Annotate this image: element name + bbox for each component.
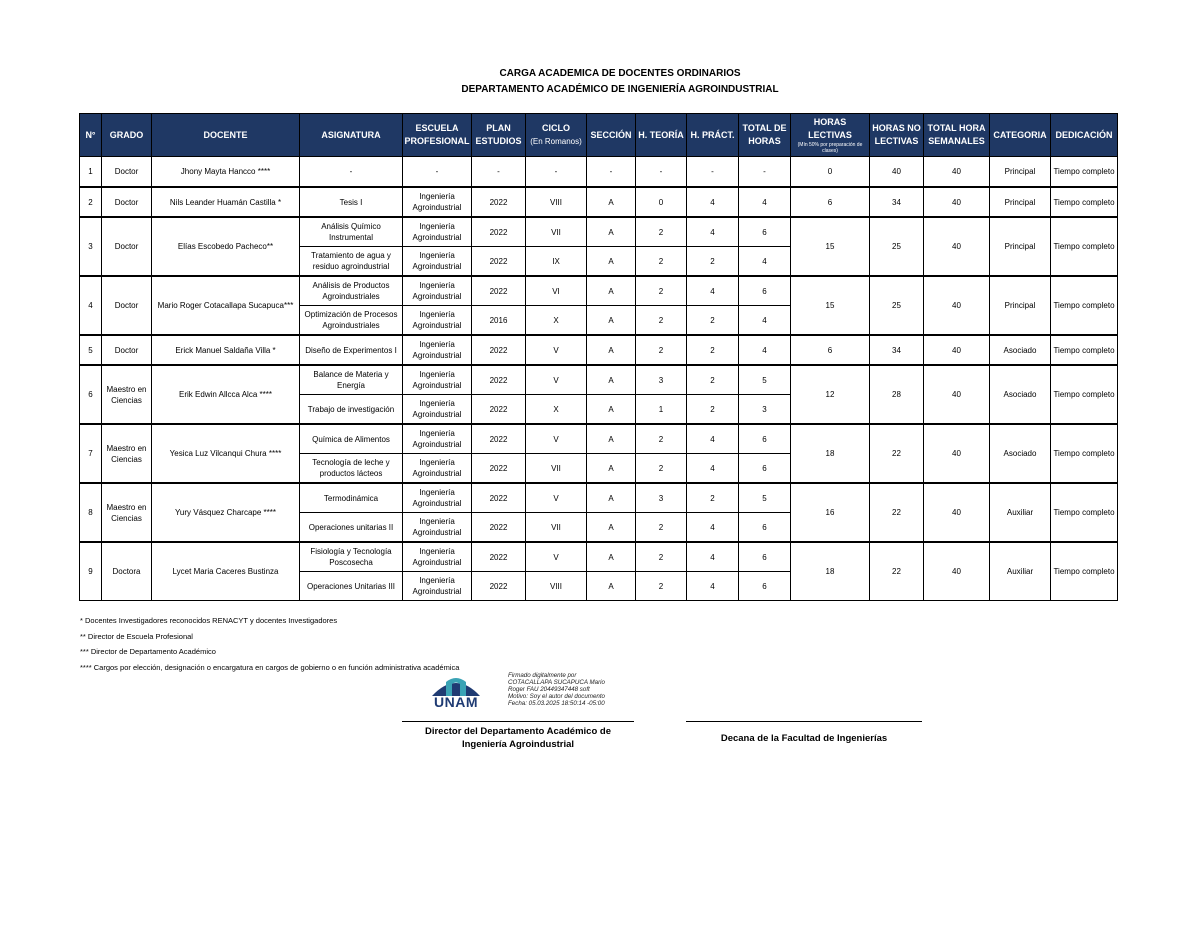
cell-plan: 2022 xyxy=(472,187,526,217)
col-plan: PLAN ESTUDIOS xyxy=(472,114,526,157)
cell-asignatura: Tecnología de leche y productos lácteos xyxy=(300,454,403,484)
cell-lectivas: 15 xyxy=(791,276,870,335)
cell-total: 4 xyxy=(739,306,791,336)
cell-asignatura: Termodinámica xyxy=(300,483,403,513)
footnote: ** Director de Escuela Profesional xyxy=(80,631,193,641)
cell-grado: Doctor xyxy=(102,217,152,276)
cell-seccion: A xyxy=(587,306,636,336)
stamp-line: COTACALLAPA SUCAPUCA Mario xyxy=(508,679,605,686)
cell-plan: 2016 xyxy=(472,306,526,336)
cell-seccion: A xyxy=(587,335,636,365)
cell-plan: 2022 xyxy=(472,335,526,365)
cell-plan: 2022 xyxy=(472,217,526,247)
table-row xyxy=(80,483,1118,513)
cell-no-lectivas: 28 xyxy=(870,365,924,424)
header-row xyxy=(80,114,1118,157)
footnote: **** Cargos por elección, designación o encargatura en cargos de gobierno o en función administrativa académica xyxy=(80,662,460,672)
cell-plan: 2022 xyxy=(472,572,526,601)
cell-total: 5 xyxy=(739,483,791,513)
cell-total: 6 xyxy=(739,454,791,484)
cell-escuela: Ingeniería Agroindustrial xyxy=(403,247,472,277)
cell-docente: Mario Roger Cotacallapa Sucapuca*** xyxy=(152,276,300,335)
signature-stamp xyxy=(508,672,605,707)
cell-total: 6 xyxy=(739,424,791,454)
cell-dedicacion: Tiempo completo xyxy=(1051,217,1118,276)
cell-grado: Maestro en Ciencias xyxy=(102,424,152,483)
cell-asignatura: Balance de Materia y Energía xyxy=(300,365,403,395)
cell-plan: 2022 xyxy=(472,424,526,454)
col-practica: H. PRÁCT. xyxy=(687,114,739,157)
cell-teoria: 2 xyxy=(636,247,687,277)
cell-total: 6 xyxy=(739,542,791,572)
cell-no: 6 xyxy=(80,365,102,424)
col-ciclo xyxy=(526,114,587,157)
cell-practica: 4 xyxy=(687,276,739,306)
cell-lectivas: 18 xyxy=(791,424,870,483)
cell-semanales: 40 xyxy=(924,365,990,424)
footnotes xyxy=(80,613,459,675)
cell-seccion: A xyxy=(587,365,636,395)
cell-semanales: 40 xyxy=(924,483,990,542)
cell-grado: Doctora xyxy=(102,542,152,601)
cell-practica: 2 xyxy=(687,365,739,395)
cell-ciclo: VI xyxy=(526,276,587,306)
cell-asignatura: Operaciones Unitarias III xyxy=(300,572,403,601)
cell-ciclo: - xyxy=(526,157,587,188)
cell-plan: 2022 xyxy=(472,542,526,572)
cell-asignatura: Diseño de Experimentos I xyxy=(300,335,403,365)
department-title: DEPARTAMENTO ACADÉMICO DE INGENIERÍA AGROINDUSTRIAL xyxy=(461,84,779,95)
stamp-line: Firmado digitalmente por xyxy=(508,672,577,679)
cell-total: 4 xyxy=(739,335,791,365)
cell-seccion: A xyxy=(587,542,636,572)
cell-asignatura: Optimización de Procesos Agroindustriales xyxy=(300,306,403,336)
cell-seccion: A xyxy=(587,187,636,217)
cell-plan: 2022 xyxy=(472,247,526,277)
cell-teoria: - xyxy=(636,157,687,188)
table-body xyxy=(80,157,1118,601)
cell-escuela: - xyxy=(403,157,472,188)
cell-ciclo: V xyxy=(526,542,587,572)
cell-teoria: 2 xyxy=(636,542,687,572)
cell-seccion: A xyxy=(587,217,636,247)
cell-docente: Yury Vásquez Charcape **** xyxy=(152,483,300,542)
cell-asignatura: Fisiología y Tecnología Poscosecha xyxy=(300,542,403,572)
cell-semanales: 40 xyxy=(924,276,990,335)
cell-plan: 2022 xyxy=(472,276,526,306)
cell-no-lectivas: 25 xyxy=(870,217,924,276)
cell-total: 6 xyxy=(739,217,791,247)
cell-escuela: Ingeniería Agroindustrial xyxy=(403,424,472,454)
cell-ciclo: V xyxy=(526,365,587,395)
cell-escuela: Ingeniería Agroindustrial xyxy=(403,483,472,513)
cell-ciclo: X xyxy=(526,395,587,425)
cell-escuela: Ingeniería Agroindustrial xyxy=(403,572,472,601)
cell-categoria: Asociado xyxy=(990,424,1051,483)
cell-dedicacion: Tiempo completo xyxy=(1051,276,1118,335)
cell-practica: 4 xyxy=(687,187,739,217)
cell-seccion: A xyxy=(587,454,636,484)
cell-total: 6 xyxy=(739,276,791,306)
cell-ciclo: VIII xyxy=(526,572,587,601)
cell-lectivas: 12 xyxy=(791,365,870,424)
cell-practica: - xyxy=(687,157,739,188)
table-row xyxy=(80,542,1118,572)
cell-docente: Lycet Maria Caceres Bustinza xyxy=(152,542,300,601)
cell-no: 9 xyxy=(80,542,102,601)
cell-practica: 2 xyxy=(687,395,739,425)
cell-dedicacion: Tiempo completo xyxy=(1051,187,1118,217)
col-lectivas-label: HORAS LECTIVAS xyxy=(808,117,852,140)
cell-dedicacion: Tiempo completo xyxy=(1051,483,1118,542)
cell-escuela: Ingeniería Agroindustrial xyxy=(403,365,472,395)
cell-no-lectivas: 25 xyxy=(870,276,924,335)
cell-escuela: Ingeniería Agroindustrial xyxy=(403,217,472,247)
cell-teoria: 2 xyxy=(636,454,687,484)
cell-dedicacion: Tiempo completo xyxy=(1051,157,1118,188)
cell-ciclo: V xyxy=(526,483,587,513)
cell-teoria: 2 xyxy=(636,276,687,306)
cell-teoria: 2 xyxy=(636,513,687,543)
cell-ciclo: V xyxy=(526,424,587,454)
cell-docente: Erik Edwin Allcca Alca **** xyxy=(152,365,300,424)
cell-grado: Maestro en Ciencias xyxy=(102,483,152,542)
cell-asignatura: - xyxy=(300,157,403,188)
cell-teoria: 3 xyxy=(636,483,687,513)
col-ciclo-sub: (En Romanos) xyxy=(530,137,582,146)
cell-docente: Yesica Luz Vilcanqui Chura **** xyxy=(152,424,300,483)
col-seccion: SECCIÓN xyxy=(587,114,636,157)
cell-ciclo: IX xyxy=(526,247,587,277)
cell-practica: 4 xyxy=(687,454,739,484)
cell-plan: 2022 xyxy=(472,395,526,425)
cell-lectivas: 6 xyxy=(791,335,870,365)
cell-no: 1 xyxy=(80,157,102,188)
cell-plan: 2022 xyxy=(472,513,526,543)
cell-dedicacion: Tiempo completo xyxy=(1051,335,1118,365)
cell-practica: 4 xyxy=(687,542,739,572)
col-docente: DOCENTE xyxy=(152,114,300,157)
cell-practica: 4 xyxy=(687,217,739,247)
cell-practica: 4 xyxy=(687,572,739,601)
cell-categoria: Asociado xyxy=(990,335,1051,365)
cell-no: 5 xyxy=(80,335,102,365)
cell-categoria: Principal xyxy=(990,276,1051,335)
cell-practica: 2 xyxy=(687,247,739,277)
cell-ciclo: VII xyxy=(526,217,587,247)
stamp-line: Fecha: 05.03.2025 18:50:14 -05:00 xyxy=(508,700,605,707)
cell-teoria: 2 xyxy=(636,217,687,247)
col-semanales: TOTAL HORA SEMANALES xyxy=(924,114,990,157)
cell-escuela: Ingeniería Agroindustrial xyxy=(403,454,472,484)
cell-seccion: A xyxy=(587,247,636,277)
cell-escuela: Ingeniería Agroindustrial xyxy=(403,395,472,425)
signature-line-right xyxy=(686,721,922,722)
cell-categoria: Auxiliar xyxy=(990,542,1051,601)
cell-escuela: Ingeniería Agroindustrial xyxy=(403,335,472,365)
cell-total: 4 xyxy=(739,187,791,217)
cell-ciclo: VII xyxy=(526,454,587,484)
cell-no: 7 xyxy=(80,424,102,483)
table-row xyxy=(80,187,1118,217)
cell-asignatura: Trabajo de investigación xyxy=(300,395,403,425)
cell-plan: - xyxy=(472,157,526,188)
cell-asignatura: Química de Alimentos xyxy=(300,424,403,454)
stamp-line: Roger FAU 20449347448 soft xyxy=(508,686,590,693)
col-teoria: H. TEORÍA xyxy=(636,114,687,157)
cell-practica: 2 xyxy=(687,335,739,365)
cell-docente: Elías Escobedo Pacheco** xyxy=(152,217,300,276)
cell-plan: 2022 xyxy=(472,365,526,395)
cell-asignatura: Análisis Químico Instrumental xyxy=(300,217,403,247)
table-row xyxy=(80,365,1118,395)
cell-semanales: 40 xyxy=(924,335,990,365)
cell-escuela: Ingeniería Agroindustrial xyxy=(403,513,472,543)
cell-seccion: - xyxy=(587,157,636,188)
cell-no: 3 xyxy=(80,217,102,276)
cell-total: 3 xyxy=(739,395,791,425)
signature-label-decana: Decana de la Facultad de Ingenierías xyxy=(720,733,888,744)
cell-seccion: A xyxy=(587,483,636,513)
cell-ciclo: V xyxy=(526,335,587,365)
cell-dedicacion: Tiempo completo xyxy=(1051,542,1118,601)
cell-lectivas: 0 xyxy=(791,157,870,188)
cell-lectivas: 18 xyxy=(791,542,870,601)
cell-grado: Doctor xyxy=(102,157,152,188)
col-asignatura: ASIGNATURA xyxy=(300,114,403,157)
footnote: * Docentes Investigadores reconocidos RENACYT y docentes Investigadores xyxy=(80,616,338,625)
table-row xyxy=(80,157,1118,188)
col-lectivas xyxy=(791,114,870,157)
cell-asignatura: Operaciones unitarias II xyxy=(300,513,403,543)
cell-escuela: Ingeniería Agroindustrial xyxy=(403,306,472,336)
col-dedicacion: DEDICACIÓN xyxy=(1051,114,1118,157)
cell-no-lectivas: 22 xyxy=(870,483,924,542)
cell-plan: 2022 xyxy=(472,454,526,484)
footnote: *** Director de Departamento Académico xyxy=(80,647,216,656)
cell-practica: 4 xyxy=(687,424,739,454)
col-grado: GRADO xyxy=(102,114,152,157)
cell-docente: Erick Manuel Saldaña Villa * xyxy=(152,335,300,365)
signature-line-left xyxy=(402,721,634,722)
cell-practica: 2 xyxy=(687,306,739,336)
cell-no-lectivas: 34 xyxy=(870,187,924,217)
cell-escuela: Ingeniería Agroindustrial xyxy=(403,187,472,217)
cell-dedicacion: Tiempo completo xyxy=(1051,424,1118,483)
table-row xyxy=(80,217,1118,247)
cell-seccion: A xyxy=(587,276,636,306)
col-no-lectivas: HORAS NO LECTIVAS xyxy=(870,114,924,157)
col-total: TOTAL DE HORAS xyxy=(739,114,791,157)
cell-seccion: A xyxy=(587,572,636,601)
cell-semanales: 40 xyxy=(924,542,990,601)
cell-no-lectivas: 40 xyxy=(870,157,924,188)
cell-teoria: 2 xyxy=(636,306,687,336)
cell-asignatura: Análisis de Productos Agroindustriales xyxy=(300,276,403,306)
cell-lectivas: 6 xyxy=(791,187,870,217)
cell-semanales: 40 xyxy=(924,424,990,483)
cell-docente: Nils Leander Huamán Castilla * xyxy=(152,187,300,217)
document-title: CARGA ACADEMICA DE DOCENTES ORDINARIOS xyxy=(499,68,741,79)
col-escuela: ESCUELA PROFESIONAL xyxy=(403,114,472,157)
cell-no-lectivas: 34 xyxy=(870,335,924,365)
cell-grado: Doctor xyxy=(102,276,152,335)
cell-seccion: A xyxy=(587,395,636,425)
col-no: N° xyxy=(80,114,102,157)
cell-teoria: 2 xyxy=(636,572,687,601)
table-row xyxy=(80,335,1118,365)
cell-seccion: A xyxy=(587,513,636,543)
cell-no: 2 xyxy=(80,187,102,217)
cell-teoria: 2 xyxy=(636,424,687,454)
cell-total: 6 xyxy=(739,513,791,543)
cell-categoria: Auxiliar xyxy=(990,483,1051,542)
cell-total: 5 xyxy=(739,365,791,395)
cell-categoria: Principal xyxy=(990,157,1051,188)
cell-teoria: 0 xyxy=(636,187,687,217)
cell-no: 4 xyxy=(80,276,102,335)
col-ciclo-label: CICLO xyxy=(542,123,570,133)
cell-escuela: Ingeniería Agroindustrial xyxy=(403,542,472,572)
cell-practica: 4 xyxy=(687,513,739,543)
cell-ciclo: VII xyxy=(526,513,587,543)
logo-text: UNAM xyxy=(434,694,478,710)
cell-teoria: 3 xyxy=(636,365,687,395)
cell-plan: 2022 xyxy=(472,483,526,513)
cell-semanales: 40 xyxy=(924,157,990,188)
cell-practica: 2 xyxy=(687,483,739,513)
cell-asignatura: Tesis I xyxy=(300,187,403,217)
cell-total: 6 xyxy=(739,572,791,601)
table-row xyxy=(80,276,1118,306)
cell-no-lectivas: 22 xyxy=(870,424,924,483)
cell-total: - xyxy=(739,157,791,188)
cell-teoria: 2 xyxy=(636,335,687,365)
cell-docente: Jhony Mayta Hancco **** xyxy=(152,157,300,188)
digital-signature-block xyxy=(428,672,638,714)
signature-label-director: Director del Departamento Académico de Ingeniería Agroindustrial xyxy=(424,726,611,750)
col-lectivas-sub: (Mín 50% por preparación de clases) xyxy=(797,142,863,154)
cell-semanales: 40 xyxy=(924,217,990,276)
cell-asignatura: Tratamiento de agua y residuo agroindustrial xyxy=(300,247,403,277)
cell-semanales: 40 xyxy=(924,187,990,217)
cell-teoria: 1 xyxy=(636,395,687,425)
cell-grado: Doctor xyxy=(102,187,152,217)
stamp-line: Motivo: Soy el autor del documento xyxy=(508,693,605,700)
cell-lectivas: 16 xyxy=(791,483,870,542)
cell-no-lectivas: 22 xyxy=(870,542,924,601)
workload-table xyxy=(79,113,1118,601)
cell-escuela: Ingeniería Agroindustrial xyxy=(403,276,472,306)
col-categoria: CATEGORIA xyxy=(990,114,1051,157)
cell-grado: Doctor xyxy=(102,335,152,365)
cell-no: 8 xyxy=(80,483,102,542)
cell-categoria: Asociado xyxy=(990,365,1051,424)
cell-lectivas: 15 xyxy=(791,217,870,276)
cell-grado: Maestro en Ciencias xyxy=(102,365,152,424)
table-row xyxy=(80,424,1118,454)
cell-seccion: A xyxy=(587,424,636,454)
cell-total: 4 xyxy=(739,247,791,277)
cell-categoria: Principal xyxy=(990,187,1051,217)
cell-ciclo: VIII xyxy=(526,187,587,217)
cell-dedicacion: Tiempo completo xyxy=(1051,365,1118,424)
cell-ciclo: X xyxy=(526,306,587,336)
cell-categoria: Principal xyxy=(990,217,1051,276)
